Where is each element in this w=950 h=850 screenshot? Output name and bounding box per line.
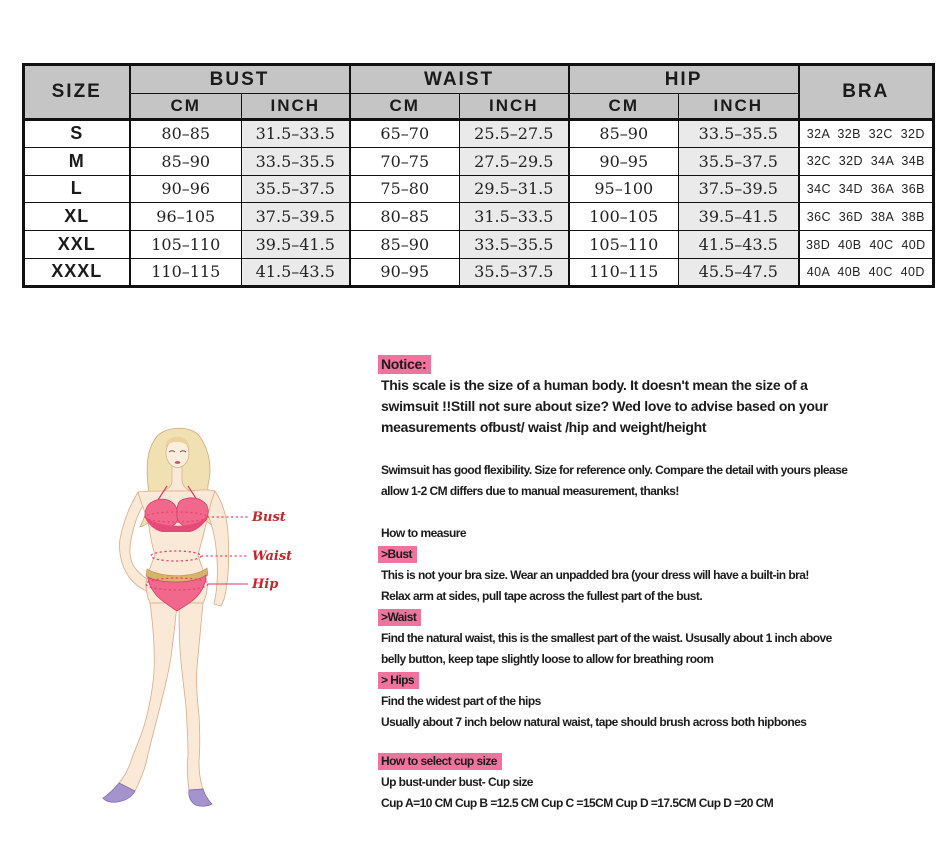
figure-label-bust: Bust bbox=[252, 510, 286, 525]
cell-waist-inch: 35.5–37.5 bbox=[460, 258, 569, 286]
bust-line: Relax arm at sides, pull tape across the fullest part of the bust. bbox=[381, 589, 703, 603]
cell-bust-cm: 80–85 bbox=[130, 120, 242, 148]
right-leg bbox=[179, 603, 203, 790]
hips-line: Usually about 7 inch below natural waist, tape should brush across both hipbones bbox=[381, 715, 807, 729]
table-row bbox=[24, 175, 934, 203]
cup-size-line: Cup A=10 CM Cup B =12.5 CM Cup C =15CM Cup D =17.5CM Cup D =20 CM bbox=[381, 796, 774, 810]
cell-hip-inch: 37.5–39.5 bbox=[679, 175, 799, 203]
figure-label-waist: Waist bbox=[252, 549, 293, 564]
table-row bbox=[24, 231, 934, 259]
header-waist: WAIST bbox=[350, 65, 569, 94]
cell-bust-inch: 39.5–41.5 bbox=[242, 231, 350, 259]
cell-waist-cm: 75–80 bbox=[350, 175, 460, 203]
cell-bra: 34C 34D 36A 36B bbox=[799, 175, 934, 203]
header-waist-cm: CM bbox=[350, 94, 460, 120]
cell-hip-inch: 45.5–47.5 bbox=[679, 258, 799, 286]
header-hip-inch: INCH bbox=[679, 94, 799, 120]
cell-hip-cm: 90–95 bbox=[569, 147, 679, 175]
header-bra: BRA bbox=[799, 65, 934, 120]
cell-waist-cm: 80–85 bbox=[350, 203, 460, 231]
table-row bbox=[24, 203, 934, 231]
cell-size: XXL bbox=[24, 231, 130, 259]
hips-line: Find the widest part of the hips bbox=[381, 694, 541, 708]
measurement-figure bbox=[95, 423, 305, 813]
cell-hip-inch: 39.5–41.5 bbox=[679, 203, 799, 231]
header-hip: HIP bbox=[569, 65, 799, 94]
cell-bust-inch: 37.5–39.5 bbox=[242, 203, 350, 231]
header-bust: BUST bbox=[130, 65, 350, 94]
how-to-measure-heading: How to measure bbox=[381, 526, 466, 540]
lips bbox=[175, 461, 181, 464]
cup-size-line: Up bust-under bust- Cup size bbox=[381, 775, 533, 789]
cell-size: XXXL bbox=[24, 258, 130, 286]
waist-heading: >Waist bbox=[378, 607, 944, 628]
cell-hip-cm: 105–110 bbox=[569, 231, 679, 259]
notice-line: measurements ofbust/ waist /hip and weight/height bbox=[381, 419, 707, 435]
cell-waist-inch: 29.5–31.5 bbox=[460, 175, 569, 203]
bust-heading: >Bust bbox=[378, 544, 944, 565]
cell-hip-cm: 110–115 bbox=[569, 258, 679, 286]
figure-label-hip: Hip bbox=[252, 577, 279, 592]
cell-size: M bbox=[24, 147, 130, 175]
notice-line: This scale is the size of a human body. It doesn't mean the size of a bbox=[381, 377, 808, 393]
cell-bra: 32A 32B 32C 32D bbox=[799, 120, 934, 148]
cell-hip-inch: 33.5–35.5 bbox=[679, 120, 799, 148]
header-waist-inch: INCH bbox=[460, 94, 569, 120]
cell-hip-cm: 85–90 bbox=[569, 120, 679, 148]
cell-size: S bbox=[24, 120, 130, 148]
cell-bust-cm: 110–115 bbox=[130, 258, 242, 286]
size-table-header bbox=[24, 65, 934, 120]
cell-bust-cm: 90–96 bbox=[130, 175, 242, 203]
cell-bust-cm: 105–110 bbox=[130, 231, 242, 259]
cell-waist-cm: 70–75 bbox=[350, 147, 460, 175]
cell-hip-cm: 100–105 bbox=[569, 203, 679, 231]
header-bust-inch: INCH bbox=[242, 94, 350, 120]
header-size: SIZE bbox=[24, 65, 130, 120]
notice-heading: Notice: bbox=[378, 354, 944, 375]
left-leg bbox=[119, 603, 177, 791]
cell-bust-cm: 85–90 bbox=[130, 147, 242, 175]
cell-bra: 36C 36D 38A 38B bbox=[799, 203, 934, 231]
cup-size-heading: How to select cup size bbox=[378, 751, 944, 772]
cell-waist-inch: 31.5–33.5 bbox=[460, 203, 569, 231]
table-row bbox=[24, 258, 934, 286]
cell-waist-cm: 90–95 bbox=[350, 258, 460, 286]
hips-heading: > Hips bbox=[378, 670, 944, 691]
cell-bust-inch: 33.5–35.5 bbox=[242, 147, 350, 175]
size-table bbox=[22, 63, 935, 288]
cell-size: XL bbox=[24, 203, 130, 231]
cell-waist-inch: 33.5–35.5 bbox=[460, 231, 569, 259]
figure-sketch bbox=[95, 423, 305, 813]
waist-line: belly button, keep tape slightly loose to allow for breathing room bbox=[381, 652, 714, 666]
cell-size: L bbox=[24, 175, 130, 203]
cell-hip-cm: 95–100 bbox=[569, 175, 679, 203]
table-row bbox=[24, 120, 934, 148]
notice-line: swimsuit !!Still not sure about size? Wed love to advise based on your bbox=[381, 398, 829, 414]
waist-line: Find the natural waist, this is the smallest part of the waist. Ususally about 1 inch above bbox=[381, 631, 832, 645]
cell-bust-inch: 31.5–33.5 bbox=[242, 120, 350, 148]
cell-bra: 32C 32D 34A 34B bbox=[799, 147, 934, 175]
cell-bra: 40A 40B 40C 40D bbox=[799, 258, 934, 286]
cell-waist-inch: 25.5–27.5 bbox=[460, 120, 569, 148]
bust-line: This is not your bra size. Wear an unpadded bra (your dress will have a built-in bra! bbox=[381, 568, 809, 582]
cell-waist-cm: 85–90 bbox=[350, 231, 460, 259]
cell-bust-cm: 96–105 bbox=[130, 203, 242, 231]
table-row bbox=[24, 147, 934, 175]
header-bust-cm: CM bbox=[130, 94, 242, 120]
right-shoe bbox=[189, 789, 212, 806]
cell-bust-inch: 41.5–43.5 bbox=[242, 258, 350, 286]
instructions-column bbox=[378, 354, 944, 814]
cell-bra: 38D 40B 40C 40D bbox=[799, 231, 934, 259]
cell-hip-inch: 35.5–37.5 bbox=[679, 147, 799, 175]
flexibility-line: Swimsuit has good flexibility. Size for reference only. Compare the detail with yours please bbox=[381, 463, 848, 477]
cell-waist-inch: 27.5–29.5 bbox=[460, 147, 569, 175]
cell-hip-inch: 41.5–43.5 bbox=[679, 231, 799, 259]
cell-bust-inch: 35.5–37.5 bbox=[242, 175, 350, 203]
header-hip-cm: CM bbox=[569, 94, 679, 120]
size-table-body bbox=[24, 120, 934, 287]
cell-waist-cm: 65–70 bbox=[350, 120, 460, 148]
flexibility-line: allow 1-2 CM differs due to manual measurement, thanks! bbox=[381, 484, 679, 498]
